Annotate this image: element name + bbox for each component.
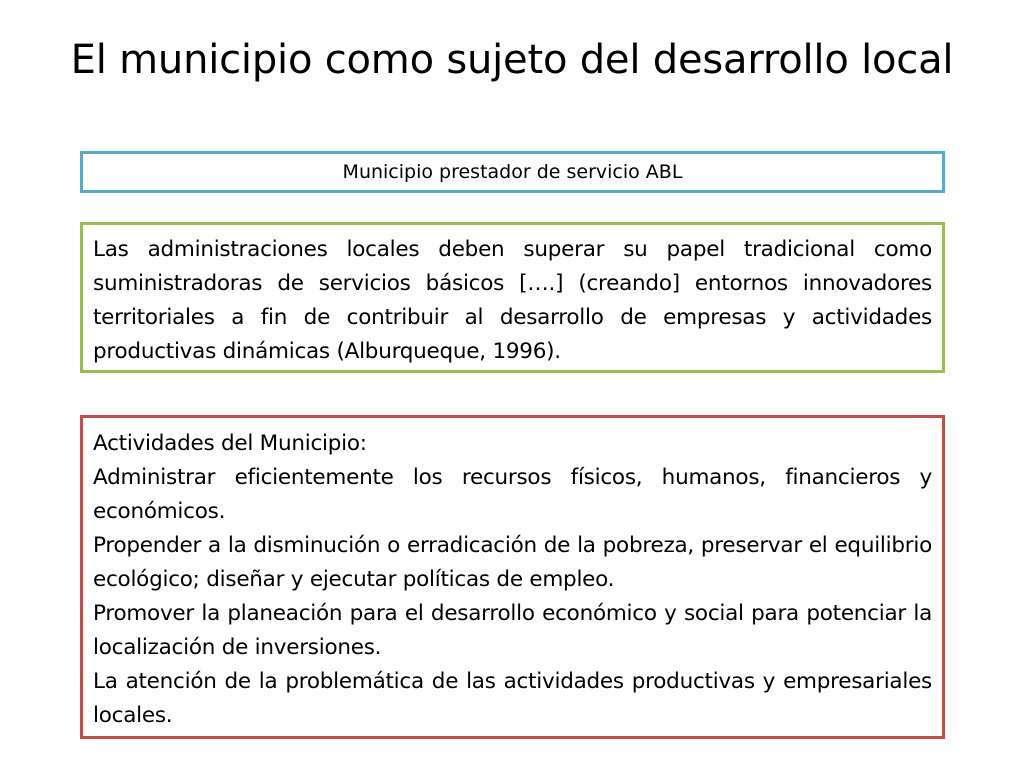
activity-item: Administrar eficientemente los recursos físicos, humanos, financieros y económicos. (93, 465, 932, 524)
quote-text: Las administraciones locales deben superar su papel tradicional como suministradoras de servicios básicos [….] (creando] entornos innovadores territoriales a fin de contribuir al desarrollo de empresas y actividades productivas dinámicas (Alburqueque, 1996). (93, 237, 932, 364)
activities-box (80, 415, 945, 739)
activity-item: Propender a la disminución o erradicación de la pobreza, preservar el equilibrio ecológico; diseñar y ejecutar políticas de empleo. (93, 533, 932, 592)
subtitle-box (80, 151, 945, 193)
subtitle-text: Municipio prestador de servicio ABL (342, 161, 683, 183)
activities-heading: Actividades del Municipio: (93, 431, 367, 456)
quote-box (80, 222, 945, 373)
activity-item: Promover la planeación para el desarrollo económico y social para potenciar la localización de inversiones. (93, 601, 932, 660)
activity-item: La atención de la problemática de las actividades productivas y empresariales locales. (93, 669, 932, 728)
slide-title: El municipio como sujeto del desarrollo local (70, 37, 954, 83)
